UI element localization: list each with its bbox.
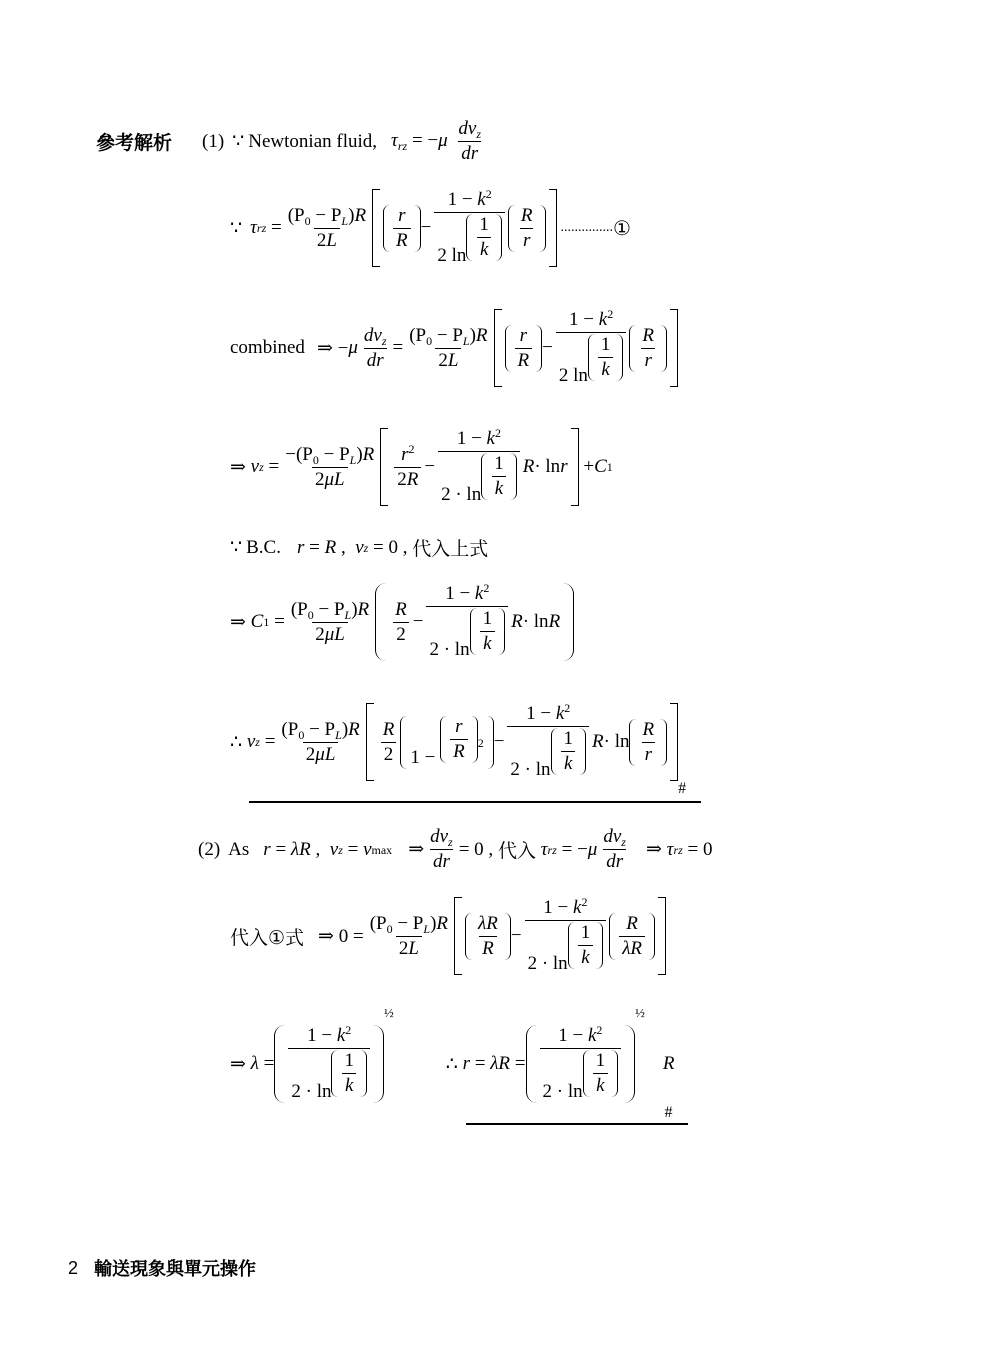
line-vz-final: ∴ v z = $\frac{(P_0 - P_L)R}{2\mu L}$ $\frac{R}{2}$ 1 − $\frac{r}{R}$ $^2$ − $1 - k^2$ 2 · ln $\frac{1}{k}$ R · ln $\frac{R}{r}$ # [230, 701, 687, 797]
line-bc: ∵ B.C. r = R , v z = 0 , 代入上式 [230, 534, 488, 561]
therefore-symbol-2: ∴ [445, 1053, 458, 1075]
hash-mark-1: # [678, 780, 687, 797]
bc-text: B.C. [246, 536, 281, 558]
because-symbol-3: ∵ [230, 537, 243, 558]
substitute-text: 代入 [497, 840, 536, 862]
because-symbol-2: ∵ [230, 217, 243, 239]
page-footer [68, 1255, 256, 1281]
circled-one: ① [613, 216, 631, 240]
section-heading: 參考解析 [96, 132, 173, 154]
therefore-symbol: ∴ [230, 731, 243, 753]
dots: ............... [560, 220, 614, 235]
line-sub-eq1: 代入①式 ⇒ 0 = $\frac{(P_0 - P_L)R}{2L}$ $\frac{\lambda R}{R}$ − $1 - k^2$ 2 · ln $\frac{1}{k}$ $\frac{R}{\lambda R}$ [230, 880, 666, 992]
line-c1: ⇒ C 1 = $\frac{(P_0 - P_L)R}{2\mu L}$ $\frac{R}{2}$ − $1 - k^2$ 2 · ln $\frac{1}{k}$ R · ln R [230, 566, 574, 678]
part2-label: (2) [198, 838, 221, 860]
line-eq1: ∵ τ rz = $\frac{(P_0 - P_L)R}{2L}$ $\frac{r}{R}$ − $1 - k^2$ 2 ln $\frac{1}{k}$ $\frac{R}{r}$ ............... ① [230, 187, 631, 266]
line-newtonian [96, 118, 487, 165]
line-vz: ⇒ v z = $\frac{-(P_0 - P_L)R}{2\mu L}$ $\frac{r^2}{2R}$ − $1 - k^2$ 2 · ln $\frac{1}{k}$ R · ln r + C 1 [230, 426, 613, 505]
combined-text: combined [230, 337, 305, 358]
line-part2: (2) As r = λR , v z = v max ⇒ $\frac{dv_z}{dr}$ = 0 , 代入 τ rz = − μ $\frac{dv_z}{dr}$ ⇒ τ rz = 0 [198, 826, 713, 872]
underline-1 [249, 801, 701, 803]
book-title: 輸送現象與單元操作 [94, 1259, 257, 1280]
line-lambda: ⇒ λ = $1 - k^2$ 2 · ln $\frac{1}{k}$ ½ ∴ r = λR = $1 - k^2$ 2 · ln $\frac{1}{k}$ ½ R # [230, 1005, 675, 1121]
page-number: 2 [68, 1257, 79, 1278]
substitute-eq1: 代入①式 [230, 926, 305, 949]
as-text: As [228, 838, 250, 860]
hash-mark-2: # [664, 1104, 673, 1121]
part1-label: (1) [202, 130, 225, 152]
line-combined: combined ⇒ − μ $\frac{dv_z}{dr}$ = $\frac{(P_0 - P_L)R}{2L}$ $\frac{r}{R}$ − $1 - k^2$ 2 ln $\frac{1}{k}$ $\frac{R}{r}$ [230, 292, 678, 404]
eq-newtonian: $\tau_{rz} = -\mu$ $\frac{dv_z}{dr}$ [391, 118, 482, 164]
newtonian-text: Newtonian fluid, [248, 130, 378, 152]
eq1-bracket: $\frac{r}{R}$ − $1 - k^2$ 2 ln $\frac{1}{k}$ $\frac{R}{r}$ [372, 189, 556, 267]
underline-2 [466, 1123, 688, 1125]
bc-substitute: 代入上式 [412, 538, 489, 560]
because-symbol: ∵ [232, 131, 245, 152]
